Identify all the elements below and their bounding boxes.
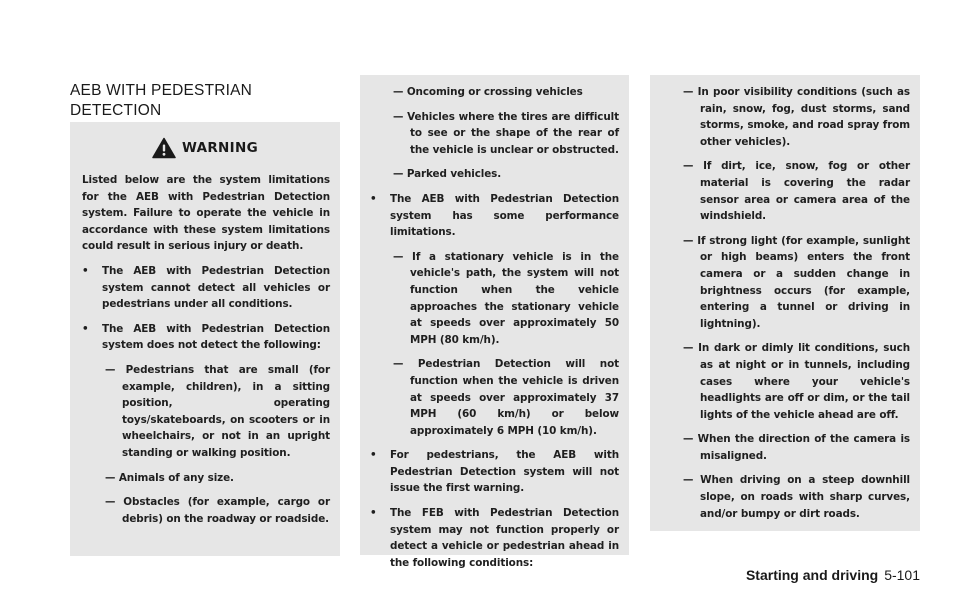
- sub-list-item-text: When the direction of the camera is misaligned.: [697, 433, 910, 462]
- bullet-marker: •: [370, 449, 377, 462]
- dash-marker: —: [105, 471, 116, 484]
- sub-list-item-text: Pedestrian Detection will not function when the vehicle is driven at speeds over approximately 37 MPH (60 km/h) or below approximately 6 MPH (10 km/h).: [410, 358, 619, 437]
- list-item-text: The FEB with Pedestrian Detection system may not function properly or detect a vehicle or pedestrian ahead in the following conditions:: [390, 507, 619, 569]
- list-item-text: For pedestrians, the AEB with Pedestrian Detection system will not issue the first warning.: [390, 449, 619, 495]
- sub-list-item-text: In poor visibility conditions (such as rain, snow, fog, dust storms, sand storms, smoke, and road spray from other vehicles).: [697, 86, 910, 148]
- sub-list-item-text: Animals of any size.: [118, 471, 234, 484]
- warning-box-column-2: [360, 75, 629, 569]
- dash-marker: —: [393, 250, 404, 263]
- sub-list-item-text: Obstacles (for example, cargo or debris) on the roadway or roadside.: [122, 496, 330, 525]
- list-item: [368, 191, 619, 241]
- warning-header: [80, 134, 330, 162]
- list-item: [80, 263, 330, 313]
- dash-marker: —: [683, 160, 694, 173]
- dash-marker: —: [683, 86, 694, 98]
- sub-list-item: [658, 431, 910, 464]
- list-item: [368, 447, 619, 497]
- sub-list-item: [658, 233, 910, 333]
- warning-box-column-3: [650, 75, 920, 531]
- sub-list-item: [368, 84, 619, 101]
- sub-list-item-text: Oncoming or crossing vehicles: [406, 86, 583, 98]
- dash-marker: —: [683, 342, 694, 355]
- bullet-marker: •: [370, 507, 377, 520]
- footer-section-title: Starting and driving: [745, 567, 879, 583]
- sub-list-item-text: Vehicles where the tires are difficult to see or the shape of the rear of the vehicle is unclear or obstructed.: [407, 110, 619, 156]
- sub-list-item: [80, 470, 330, 487]
- page-footer: [745, 567, 920, 583]
- list-item-text: The AEB with Pedestrian Detection system has some performance limitations.: [390, 192, 619, 239]
- sub-list-item: [368, 249, 619, 349]
- sub-list-item-text: If dirt, ice, snow, fog or other material is covering the radar sensor area or camera area of the windshield.: [700, 160, 910, 223]
- warning-box-column-1: [70, 122, 340, 556]
- list-item: [368, 505, 619, 571]
- sub-list-item-text: If strong light (for example, sunlight or high beams) enters the front camera or a sudden change in brightness occurs (for example, entering a tunnel or driving in lightning).: [697, 234, 910, 330]
- sub-list-item-text: In dark or dimly lit conditions, such as at night or in tunnels, including cases where your vehicle's headlights are off or dim, or the tail lights of the vehicle ahead are off.: [698, 342, 910, 421]
- sub-list-item: [658, 472, 910, 522]
- warning-title: WARNING: [182, 140, 258, 156]
- bullet-marker: •: [370, 192, 377, 205]
- sub-list-item: [80, 362, 330, 462]
- bullet-marker: •: [82, 264, 89, 277]
- warning-triangle-icon: [152, 137, 176, 159]
- dash-marker: —: [393, 168, 404, 181]
- sub-list-item-text: If a stationary vehicle is in the vehicle's path, the system will not function when the vehicle approaches the stationary vehicle at speeds over approximately 50 MPH (80 km/h).: [410, 250, 619, 346]
- list-item: [80, 321, 330, 354]
- sub-list-item: [80, 494, 330, 527]
- sub-list-item: [368, 356, 619, 439]
- sub-list-item: [658, 84, 910, 150]
- warning-intro: Listed below are the system limitations for the AEB with Pedestrian Detection system. Failure to operate the vehicle in accordance with these system limitations could result in serious injury or death.: [82, 174, 330, 253]
- sub-list-item: [368, 109, 619, 159]
- dash-marker: —: [105, 363, 116, 376]
- dash-marker: —: [683, 433, 694, 446]
- dash-marker: —: [683, 234, 694, 247]
- sub-list-item-text: Pedestrians that are small (for example, children), in a sitting position, operating toys/skateboards, on scooters or in wheelchairs, or not in an upright standing or walking position.: [122, 363, 330, 459]
- dash-marker: —: [393, 358, 404, 371]
- list-item-text: The AEB with Pedestrian Detection system cannot detect all vehicles or pedestrians under all conditions.: [102, 264, 330, 311]
- sub-list-item-text: When driving on a steep downhill slope, on roads with sharp curves, and/or bumpy or dirt roads.: [700, 474, 910, 520]
- sub-list-item: [658, 340, 910, 423]
- dash-marker: —: [393, 86, 404, 98]
- dash-marker: —: [105, 496, 116, 509]
- page-number: 5-101: [884, 567, 920, 583]
- sub-list-item-text: Parked vehicles.: [406, 168, 502, 181]
- sub-list-item: [658, 158, 910, 224]
- dash-marker: —: [393, 110, 404, 123]
- bullet-marker: •: [82, 322, 89, 335]
- sub-list-item: [368, 166, 619, 183]
- dash-marker: —: [683, 474, 694, 487]
- section-heading-line1: AEB WITH PEDESTRIAN DETECTION: [70, 82, 253, 119]
- list-item-text: The AEB with Pedestrian Detection system does not detect the following:: [102, 322, 330, 352]
